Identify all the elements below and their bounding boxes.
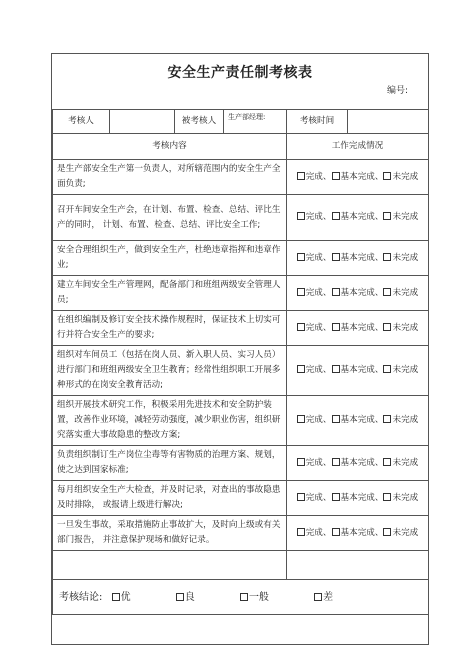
checkbox-icon: [297, 365, 305, 373]
blank-status-cell[interactable]: [287, 551, 429, 580]
assessment-item: 组织对车间员工（包括在岗人员、新入职人员、实习人员）进行部门和班组两级安全卫生教育；经常性组织职工开展多种形式的在岗安全教育活动;: [53, 346, 287, 396]
completion-status-cell: [287, 481, 429, 516]
status-option-label: 未完成: [392, 492, 419, 503]
checkbox-icon: [383, 493, 391, 501]
checkbox-icon: [297, 323, 305, 331]
checkbox-icon: [314, 593, 322, 601]
conclusion-cell: [53, 580, 429, 615]
status-option-basic-complete[interactable]: [332, 253, 384, 263]
checkbox-icon: [240, 593, 248, 601]
status-option-complete[interactable]: [297, 212, 332, 222]
status-option-complete[interactable]: [297, 528, 332, 538]
assessment-item: 在组织编制及修订安全技术操作规程时，保证技术上切实可行并符合安全生产的要求;: [53, 311, 287, 346]
checkbox-icon: [297, 415, 305, 423]
assessor-value[interactable]: [110, 110, 175, 134]
status-option-incomplete[interactable]: [383, 415, 418, 425]
status-option-basic-complete[interactable]: [332, 493, 384, 503]
status-option-label: 基本完成、: [340, 527, 384, 538]
status-option-incomplete[interactable]: [383, 212, 418, 222]
checkbox-icon: [332, 212, 340, 220]
checkbox-icon: [297, 253, 305, 261]
completion-status-cell: [287, 396, 429, 446]
content-column-header: 考核内容: [53, 134, 287, 160]
checkbox-icon: [383, 172, 391, 180]
assessment-item: 组织开展技术研究工作，积极采用先进技术和安全防护装置，改善作业环境，减轻劳动强度，减少职业伤害，组织研究落实重大事故隐患的整改方案;: [53, 396, 287, 446]
status-option-label: 完成、: [305, 212, 332, 222]
table-row: [53, 446, 429, 481]
checkbox-icon: [332, 415, 340, 423]
assessment-form: [51, 53, 429, 645]
assessee-label: 被考核人: [175, 110, 224, 134]
table-row: [53, 276, 429, 311]
status-option-basic-complete[interactable]: [332, 323, 384, 333]
conclusion-option-fair[interactable]: [240, 590, 269, 605]
table-row: [53, 396, 429, 446]
conclusion-row: [53, 580, 429, 615]
conclusion-option-label: 一般: [248, 591, 269, 603]
completion-status-cell: [287, 346, 429, 396]
position-label: 生产部经理:: [224, 110, 287, 134]
checkbox-icon: [383, 365, 391, 373]
status-option-label: 未完成: [392, 287, 419, 298]
status-option-label: 完成、: [305, 287, 332, 298]
status-option-basic-complete[interactable]: [332, 288, 384, 298]
checkbox-icon: [383, 288, 391, 296]
completion-status-cell: [287, 160, 429, 195]
status-option-label: 完成、: [305, 252, 332, 263]
status-option-complete[interactable]: [297, 493, 332, 503]
assessment-item: 安全合理组织生产，做到安全生产，杜绝违章指挥和违章作业;: [53, 241, 287, 276]
table-row: [53, 346, 429, 396]
table-row: [53, 195, 429, 241]
assessment-item: 召开车间安全生产会，在计划、布置、检查、总结、评比生产的同时， 计划、布置、检查、总结、评比安全工作;: [53, 195, 287, 241]
form-number-label: 编号:: [386, 86, 408, 96]
status-option-label: 完成、: [305, 171, 332, 182]
table-row: [53, 516, 429, 551]
status-option-label: 未完成: [392, 527, 419, 538]
completion-status-cell: [287, 446, 429, 481]
status-option-complete[interactable]: [297, 365, 332, 375]
status-option-label: 基本完成、: [340, 415, 384, 425]
checkbox-icon: [383, 212, 391, 220]
status-option-label: 基本完成、: [340, 365, 384, 375]
checkbox-icon: [332, 323, 340, 331]
time-label: 考核时间: [287, 110, 348, 134]
header-row: [53, 110, 429, 134]
status-option-label: 未完成: [392, 415, 419, 425]
status-option-label: 基本完成、: [340, 252, 384, 263]
completion-status-cell: [287, 276, 429, 311]
checkbox-icon: [332, 288, 340, 296]
checkbox-icon: [297, 212, 305, 220]
status-option-label: 未完成: [392, 212, 419, 222]
status-option-label: 完成、: [305, 527, 332, 538]
status-option-label: 完成、: [305, 457, 332, 468]
conclusion-option-label: 优: [120, 591, 131, 603]
status-option-label: 基本完成、: [340, 212, 384, 222]
conclusion-option-label: 良: [184, 591, 195, 603]
checkbox-icon: [332, 528, 340, 536]
status-option-basic-complete[interactable]: [332, 528, 384, 538]
status-option-incomplete[interactable]: [383, 253, 418, 263]
blank-content-cell[interactable]: [53, 551, 287, 580]
status-option-basic-complete[interactable]: [332, 365, 384, 375]
status-option-incomplete[interactable]: [383, 493, 418, 503]
status-option-incomplete[interactable]: [383, 288, 418, 298]
status-option-complete[interactable]: [297, 323, 332, 333]
status-option-basic-complete[interactable]: [332, 415, 384, 425]
checkbox-icon: [383, 528, 391, 536]
status-option-incomplete[interactable]: [383, 458, 418, 468]
conclusion-option-poor[interactable]: [314, 590, 333, 605]
status-option-incomplete[interactable]: [383, 365, 418, 375]
checkbox-icon: [332, 253, 340, 261]
completion-status-cell: [287, 195, 429, 241]
status-option-label: 未完成: [392, 365, 419, 375]
status-option-label: 完成、: [305, 492, 332, 503]
status-option-basic-complete[interactable]: [332, 212, 384, 222]
conclusion-option-excellent[interactable]: [112, 590, 131, 605]
status-option-basic-complete[interactable]: [332, 172, 384, 182]
status-option-incomplete[interactable]: [383, 323, 418, 333]
status-option-label: 基本完成、: [340, 322, 384, 333]
assessment-item: 一旦发生事故，采取措施防止事故扩大，及时向上级或有关部门报告， 并注意保护现场和做好记录。: [53, 516, 287, 551]
checkbox-icon: [383, 458, 391, 466]
status-option-basic-complete[interactable]: [332, 458, 384, 468]
status-option-label: 完成、: [305, 415, 332, 425]
conclusion-label: 考核结论:: [59, 591, 103, 603]
table-row: [53, 160, 429, 195]
table-row: [53, 311, 429, 346]
status-option-complete[interactable]: [297, 288, 332, 298]
status-option-label: 未完成: [392, 457, 419, 468]
completion-status-cell: [287, 311, 429, 346]
blank-row: [53, 551, 429, 580]
checkbox-icon: [112, 593, 120, 601]
checkbox-icon: [383, 415, 391, 423]
table-row: [53, 241, 429, 276]
form-title: 安全生产责任制考核表: [167, 65, 313, 81]
completion-status-cell: [287, 241, 429, 276]
checkbox-icon: [383, 323, 391, 331]
time-value[interactable]: [348, 110, 429, 134]
status-option-complete[interactable]: [297, 458, 332, 468]
status-option-incomplete[interactable]: [383, 528, 418, 538]
assessment-item: 是生产部安全生产第一负责人，对所辖范围内的安全生产全面负责;: [53, 160, 287, 195]
checkbox-icon: [297, 288, 305, 296]
status-option-label: 未完成: [392, 252, 419, 263]
status-option-complete[interactable]: [297, 415, 332, 425]
status-option-label: 基本完成、: [340, 171, 384, 182]
status-option-label: 完成、: [305, 365, 332, 375]
conclusion-option-label: 差: [323, 591, 334, 603]
checkbox-icon: [383, 253, 391, 261]
checkbox-icon: [332, 172, 340, 180]
checkbox-icon: [297, 458, 305, 466]
assessment-item: 建立车间安全生产管理网，配备部门和班组两级安全管理人员;: [53, 276, 287, 311]
status-option-label: 基本完成、: [340, 287, 384, 298]
assessment-table: [52, 109, 429, 615]
status-option-label: 未完成: [392, 171, 419, 182]
assessment-item: 每月组织安全生产大检查，并及时记录，对查出的事故隐患及时排除， 或报请上级进行解决;: [53, 481, 287, 516]
checkbox-icon: [297, 528, 305, 536]
assessment-item: 负责组织制订生产岗位尘毒等有害物质的治理方案、规划，使之达到国家标准;: [53, 446, 287, 481]
status-option-incomplete[interactable]: [383, 172, 418, 182]
assessor-label: 考核人: [53, 110, 110, 134]
checkbox-icon: [297, 493, 305, 501]
status-option-label: 基本完成、: [340, 492, 384, 503]
checkbox-icon: [332, 458, 340, 466]
status-option-complete[interactable]: [297, 172, 332, 182]
completion-status-cell: [287, 516, 429, 551]
table-row: [53, 481, 429, 516]
checkbox-icon: [332, 365, 340, 373]
status-option-label: 未完成: [392, 322, 419, 333]
status-option-complete[interactable]: [297, 253, 332, 263]
status-option-label: 基本完成、: [340, 457, 384, 468]
checkbox-icon: [297, 172, 305, 180]
checkbox-icon: [332, 493, 340, 501]
column-header-row: [53, 134, 429, 160]
conclusion-option-good[interactable]: [176, 590, 195, 605]
completion-column-header: 工作完成情况: [287, 134, 429, 160]
status-option-label: 完成、: [305, 322, 332, 333]
checkbox-icon: [176, 593, 184, 601]
